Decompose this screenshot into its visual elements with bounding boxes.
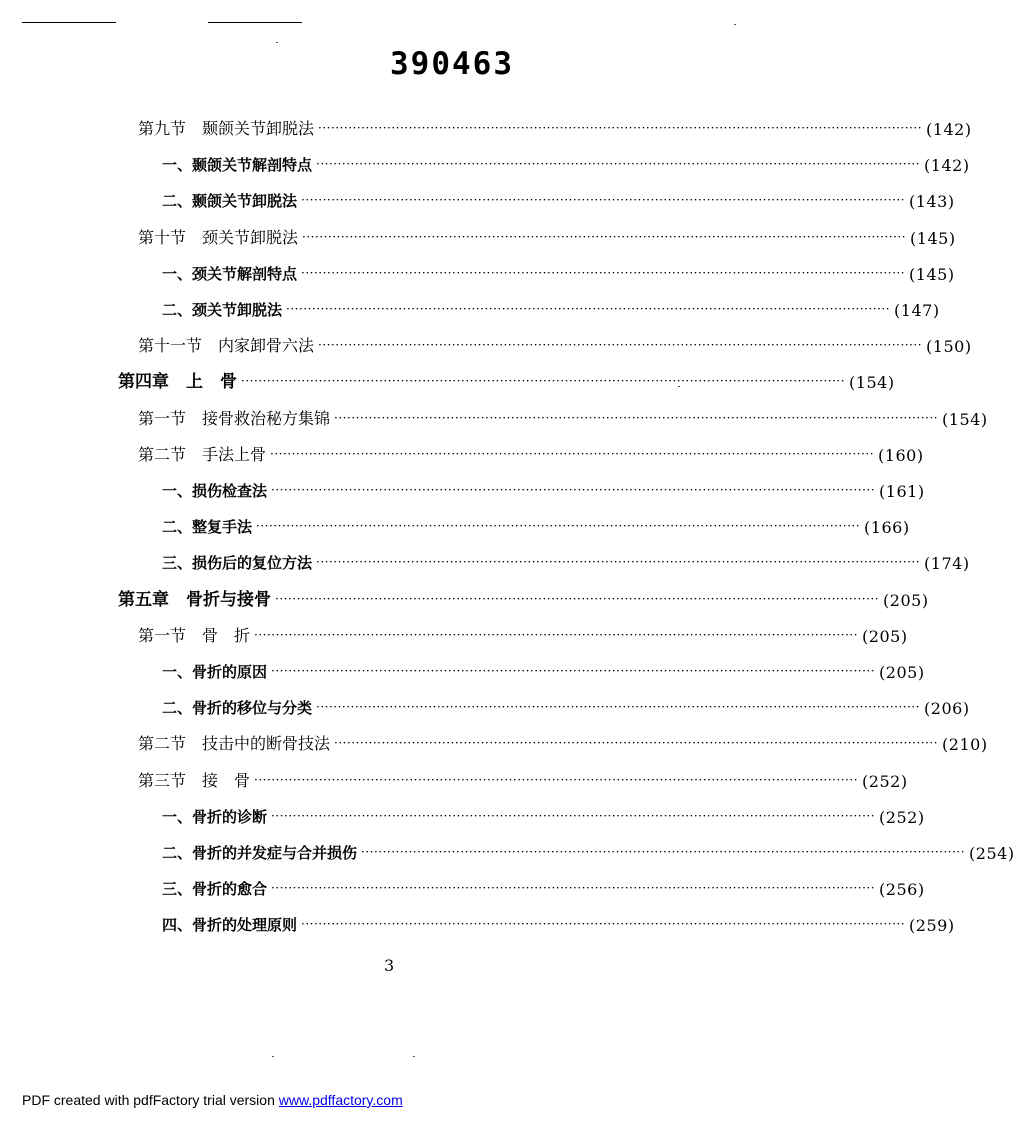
dot-leader: ············································································································································ (301, 917, 906, 932)
toc-entry-page: (154) (942, 409, 988, 429)
toc-entry-page: (160) (878, 445, 924, 465)
toc-entry-page: (206) (924, 699, 970, 719)
dot-leader: ············································································································································ (301, 265, 906, 280)
toc-entry-title: 三、骨折的愈合 (162, 880, 268, 899)
dot-leader: ············································································································································ (301, 193, 906, 208)
toc-entry-page: (150) (926, 337, 972, 357)
dot-leader: ············································································································································ (254, 772, 859, 787)
dot-leader: ············································································································································ (271, 483, 876, 497)
toc-entry (162, 185, 955, 212)
toc-entry-page: (147) (894, 301, 940, 320)
dot-leader: ············································································································································ (318, 121, 923, 135)
toc-entry-page: (205) (879, 663, 925, 682)
toc-entry-title: 第十节 颈关节卸脱法 (138, 227, 299, 247)
toc-entry-title: 二、整复手法 (162, 518, 253, 537)
top-rule-right (208, 22, 302, 23)
toc-entry-title: 一、骨折的诊断 (162, 807, 268, 826)
toc-entry-title: 第一节 接骨救治秘方集锦 (138, 408, 331, 428)
toc-entry-page: (145) (909, 264, 955, 284)
dot-leader: ············································································································································ (254, 627, 859, 642)
toc-entry-title: 四、骨折的处理原则 (162, 916, 298, 935)
toc-entry-page: (205) (883, 590, 929, 610)
pdf-footer (22, 1092, 403, 1108)
dot-leader: ············································································································································ (270, 446, 875, 461)
dot-leader: ············································································································································ (286, 302, 891, 316)
toc-entry-page: (154) (849, 373, 895, 393)
dot-leader: ············································································································································ (241, 374, 846, 389)
toc-entry (162, 149, 970, 176)
toc-entry-title: 第二节 技击中的断骨技法 (138, 734, 331, 754)
footer-link[interactable]: www.pdffactory.com (278, 1092, 403, 1108)
toc-entry-page: (145) (910, 228, 956, 248)
toc-entry-title: 第五章 骨折与接骨 (118, 589, 271, 610)
scan-speck (734, 24, 736, 25)
toc-entry (138, 439, 924, 465)
toc-entry (138, 620, 908, 646)
toc-entry (138, 330, 972, 357)
page-number: 3 (384, 956, 395, 975)
toc-entry-title: 二、颈关节卸脱法 (162, 301, 283, 319)
book-number: 390463 (390, 46, 514, 82)
scan-speck (272, 1056, 274, 1057)
toc-entry-title: 第二节 手法上骨 (138, 444, 267, 464)
toc-entry-title: 第三节 接 骨 (138, 770, 251, 790)
dot-leader: ············································································································································ (316, 555, 921, 570)
dot-leader: ············································································································································ (271, 808, 876, 823)
toc-entry-title: 一、颞颌关节解剖特点 (162, 156, 313, 175)
toc-entry (162, 801, 925, 827)
toc-entry-page: (259) (909, 916, 955, 936)
dot-leader: ············································································································································ (334, 410, 939, 425)
toc-entry-page: (256) (879, 880, 925, 900)
footer-text: PDF created with pdfFactory trial version (22, 1092, 279, 1108)
dot-leader: ············································································································································ (318, 338, 923, 353)
toc-entry-page: (252) (862, 771, 908, 791)
dot-leader: ············································································································································ (271, 664, 876, 678)
toc-entry-page: (161) (879, 482, 925, 501)
toc-entry-page: (142) (926, 120, 972, 139)
dot-leader: ············································································································································ (361, 845, 966, 859)
toc-entry-page: (252) (879, 807, 925, 827)
dot-leader: ············································································································································ (275, 591, 880, 606)
toc-entry-page: (166) (864, 518, 910, 538)
dot-leader: ············································································································································ (302, 229, 907, 244)
toc-entry (162, 909, 955, 936)
toc-entry-title: 二、颞颌关节卸脱法 (162, 192, 298, 211)
toc-entry (162, 258, 955, 284)
toc-entry (162, 475, 925, 501)
toc-entry (118, 366, 895, 393)
toc-entry-title: 一、损伤检查法 (162, 482, 268, 500)
toc-entry (162, 656, 925, 682)
dot-leader: ············································································································································ (334, 736, 939, 751)
toc-entry (138, 113, 972, 139)
toc-entry-title: 第十一节 内家卸骨六法 (138, 336, 315, 356)
toc-entry-title: 一、颈关节解剖特点 (162, 264, 298, 283)
toc-entry-page: (142) (924, 156, 970, 176)
dot-leader: ············································································································································ (316, 157, 921, 172)
toc-entry-title: 二、骨折的移位与分类 (162, 699, 313, 718)
toc-entry-title: 第四章 上 骨 (118, 372, 237, 393)
toc-entry (162, 873, 925, 900)
dot-leader: ············································································································································ (316, 700, 921, 715)
scan-speck (413, 1056, 415, 1057)
toc-entry (118, 584, 929, 610)
toc-entry (162, 294, 940, 320)
toc-entry-page: (205) (862, 626, 908, 646)
toc-entry (138, 765, 908, 791)
toc-entry-title: 第一节 骨 折 (138, 625, 251, 645)
dot-leader: ············································································································································ (256, 519, 861, 534)
toc-entry-title: 三、损伤后的复位方法 (162, 554, 313, 573)
toc-entry (162, 692, 970, 719)
toc-entry-page: (174) (924, 554, 970, 574)
scan-speck (276, 42, 278, 43)
toc-entry-title: 第九节 颞颌关节卸脱法 (138, 119, 315, 138)
dot-leader: ············································································································································ (271, 881, 876, 896)
toc-entry-title: 二、骨折的并发症与合并损伤 (162, 844, 358, 862)
toc-entry (138, 728, 988, 755)
toc-entry-page: (254) (969, 844, 1015, 863)
top-rule-left (22, 22, 116, 23)
toc-entry-page: (143) (909, 192, 955, 212)
toc-entry-page: (210) (942, 735, 988, 755)
toc-entry (138, 403, 988, 429)
toc-entry (138, 222, 956, 248)
toc-entry-title: 一、骨折的原因 (162, 663, 268, 681)
toc-entry (162, 547, 970, 574)
toc-entry (162, 837, 1015, 863)
toc-entry (162, 511, 910, 538)
